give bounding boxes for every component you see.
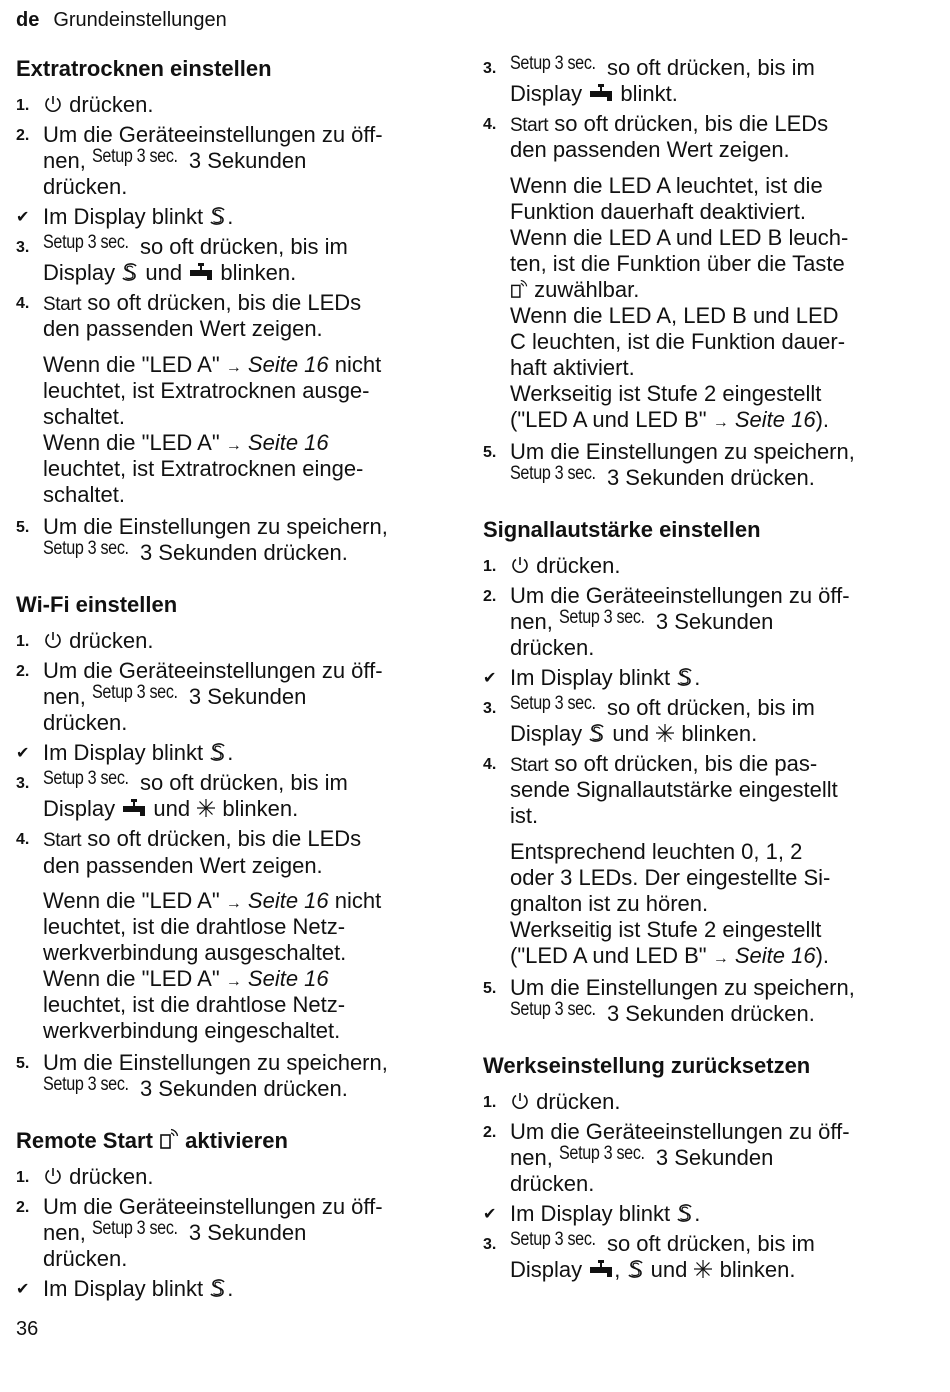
- step-2: 2. Um die Geräteeinstellungen zu öff- nen, Setup 3 sec. 3 Sekunden drücken.: [16, 1194, 383, 1272]
- power-icon: [43, 630, 63, 650]
- page-reference: Seite 16: [734, 406, 816, 432]
- setup-key: Setup 3 sec.: [91, 682, 178, 704]
- step-2: 2. Um die Geräteeinstellungen zu öff- nen, Setup 3 sec. 3 Sekunden drücken.: [16, 122, 383, 200]
- setup-key: Setup 3 sec.: [91, 146, 178, 168]
- water-tap-icon: [588, 83, 614, 103]
- step-2: 2. Um die Geräteeinstellungen zu öff- nen, Setup 3 sec. 3 Sekunden drücken.: [16, 658, 383, 736]
- setup-key: Setup 3 sec.: [43, 538, 129, 560]
- step-2: 2. Um die Geräteeinstellungen zu öff- nen, Setup 3 sec. 3 Sekunden drücken.: [483, 583, 850, 660]
- check-icon: ✔: [16, 745, 30, 763]
- step-1: 1. drücken.: [16, 628, 154, 654]
- power-icon: [43, 1166, 63, 1186]
- section-heading: Wi-Fi einstellen: [16, 592, 178, 618]
- step-1: 1. drücken.: [483, 1089, 621, 1115]
- right-column: [483, 53, 913, 1309]
- check-icon: ✔: [16, 1281, 30, 1299]
- page-reference: Seite 16: [247, 352, 329, 378]
- water-tap-icon: [588, 1259, 614, 1279]
- setup-key: Setup 3 sec.: [43, 232, 129, 254]
- section-remote-start: [16, 1128, 440, 1302]
- step-3: 3. Setup 3 sec. so oft drücken, bis im Display und blinken.: [16, 232, 348, 286]
- note: Wenn die "LED A" → Seite 16 nicht leuchtet, ist die drahtlose Netz- werkverbindung ausgeschaltet. Wenn die "LED A" → Seite 16 leuchtet, ist die drahtlose Netz- werkverbindung eingeschaltet.: [43, 888, 382, 1044]
- step-3: 3. Setup 3 sec. so oft drücken, bis im Display , und blinken.: [483, 1228, 815, 1282]
- page-reference: Seite 16: [247, 430, 329, 456]
- step-2: 2. Um die Geräteeinstellungen zu öff- nen, Setup 3 sec. 3 Sekunden drücken.: [483, 1119, 850, 1196]
- step-5: 5. Um die Einstellungen zu speichern, Setup 3 sec. 3 Sekunden drücken.: [483, 438, 855, 490]
- step-5: 5. Um die Einstellungen zu speichern, Setup 3 sec. 3 Sekunden drücken.: [16, 514, 388, 566]
- step-5: 5. Um die Einstellungen zu speichern, Setup 3 sec. 3 Sekunden drücken.: [483, 974, 855, 1026]
- sparkle-icon: [655, 723, 675, 743]
- setup-s-icon: [676, 1203, 694, 1223]
- left-column: [16, 56, 440, 1328]
- step-1: 1. drücken.: [16, 92, 154, 118]
- setup-key: Setup 3 sec.: [510, 1228, 596, 1250]
- note: Wenn die "LED A" → Seite 16 nicht leuchtet, ist Extratrocknen ausge- schaltet. Wenn die "LED A" → Seite 16 leuchtet, ist Extratrocknen einge- schaltet.: [43, 352, 382, 508]
- setup-key: Setup 3 sec.: [510, 998, 596, 1020]
- setup-key: Setup 3 sec.: [558, 607, 645, 628]
- start-key: Start: [510, 114, 549, 136]
- setup-s-icon: [627, 1259, 645, 1279]
- setup-key: Setup 3 sec.: [510, 462, 596, 484]
- step-4: 4. Start so oft drücken, bis die LEDs den passenden Wert zeigen.: [16, 826, 362, 878]
- check-icon: ✔: [483, 1205, 497, 1223]
- setup-s-icon: [209, 206, 227, 226]
- remote-start-icon: [510, 279, 528, 299]
- check-icon: ✔: [483, 669, 497, 687]
- result-step: ✔ Im Display blinkt .: [16, 740, 234, 766]
- setup-key: Setup 3 sec.: [43, 768, 129, 790]
- step-3: 3. Setup 3 sec. so oft drücken, bis im Display und blinken.: [16, 768, 348, 822]
- result-step: ✔ Im Display blinkt .: [483, 1200, 701, 1226]
- setup-key: Setup 3 sec.: [43, 1074, 129, 1096]
- check-icon: ✔: [16, 209, 30, 227]
- setup-s-icon: [676, 667, 694, 687]
- sparkle-icon: [693, 1259, 713, 1279]
- step-1: 1. drücken.: [483, 553, 621, 579]
- section-extratrocknen: [16, 56, 440, 566]
- language-code: de: [16, 9, 40, 31]
- section-remote-start-continued: [483, 55, 913, 491]
- setup-s-icon: [209, 1278, 227, 1298]
- setup-key: Setup 3 sec.: [510, 692, 596, 714]
- water-tap-icon: [188, 262, 214, 282]
- power-icon: [43, 94, 63, 114]
- section-heading: Signallautstärke einstellen: [483, 516, 761, 542]
- section-werkseinstellung: [483, 1053, 913, 1283]
- start-key: Start: [510, 754, 549, 776]
- page-reference: Seite 16: [734, 942, 816, 968]
- power-icon: [510, 555, 530, 575]
- section-wifi: [16, 592, 440, 1102]
- sparkle-icon: [196, 798, 216, 818]
- setup-s-icon: [209, 742, 227, 762]
- setup-s-icon: [588, 723, 606, 743]
- setup-s-icon: [121, 262, 139, 282]
- step-3: 3. Setup 3 sec. so oft drücken, bis im Display und blinken.: [483, 692, 815, 746]
- page-header: [16, 9, 227, 32]
- power-icon: [510, 1091, 530, 1111]
- chapter-title: Grundeinstellungen: [53, 9, 227, 31]
- note: Wenn die LED A leuchtet, ist die Funktion dauerhaft deaktiviert. Wenn die LED A und LED B leuch- ten, ist die Funktion über die Taste zuwählbar. Wenn die LED A, LED B und LED C leuchten, ist die Funktion dauer- haft aktiviert. Werkseitig ist Stufe 2 eingestellt ("LED A und LED B" → Seite 16).: [510, 173, 849, 432]
- result-step: ✔ Im Display blinkt .: [16, 1276, 234, 1302]
- step-4: 4. Start so oft drücken, bis die LEDs den passenden Wert zeigen.: [483, 110, 829, 163]
- note: Entsprechend leuchten 0, 1, 2 oder 3 LEDs. Der eingestellte Si- gnalton ist zu hören. Werkseitig ist Stufe 2 eingestellt ("LED A und LED B" → Seite 16).: [510, 839, 831, 968]
- section-signallautstaerke: [483, 517, 913, 1027]
- remote-start-icon: [159, 1128, 179, 1150]
- section-heading: Extratrocknen einstellen: [16, 56, 272, 81]
- start-key: Start: [43, 294, 82, 316]
- step-4: 4. Start so oft drücken, bis die LEDs den passenden Wert zeigen.: [16, 290, 362, 342]
- setup-key: Setup 3 sec.: [91, 1218, 178, 1240]
- step-4: 4. Start so oft drücken, bis die pas- sende Signallautstärke eingestellt ist.: [483, 750, 838, 829]
- step-3: 3. Setup 3 sec. so oft drücken, bis im Display blinkt.: [483, 53, 815, 106]
- section-heading: Remote Start aktivieren: [16, 1128, 288, 1154]
- step-5: 5. Um die Einstellungen zu speichern, Setup 3 sec. 3 Sekunden drücken.: [16, 1050, 388, 1102]
- water-tap-icon: [121, 798, 147, 818]
- result-step: ✔ Im Display blinkt .: [16, 204, 234, 230]
- setup-key: Setup 3 sec.: [558, 1143, 645, 1165]
- section-heading: Werkseinstellung zurücksetzen: [483, 1052, 811, 1078]
- page-number: 36: [16, 1318, 39, 1340]
- setup-key: Setup 3 sec.: [510, 53, 596, 74]
- result-step: ✔ Im Display blinkt .: [483, 664, 701, 690]
- page-reference: Seite 16: [247, 966, 329, 992]
- start-key: Start: [43, 830, 82, 852]
- page-reference: Seite 16: [247, 888, 329, 914]
- step-1: 1. drücken.: [16, 1164, 154, 1190]
